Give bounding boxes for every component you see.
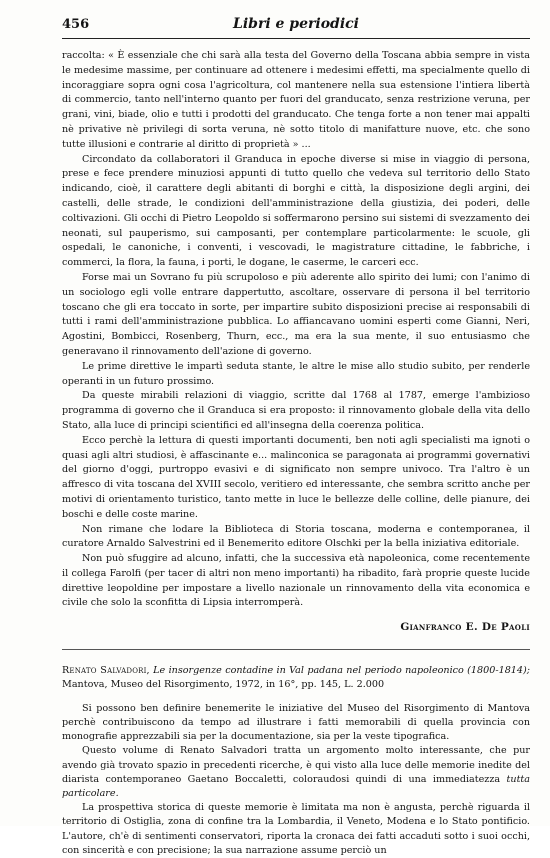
review-heading — [62, 664, 530, 692]
review-author: Renato Salvadori, — [62, 665, 150, 677]
article-paragraph: Ecco perchè la lettura di questi importanti documenti, ben noti agli specialisti ma ignoti o quasi agli altri studiosi, è affascinante e... malinconica se paragonata ai programmi governativi del giorno d'oggi, purtroppo evasivi e di significato non sempre univoco. Tra l'altro è un affresco di vita toscana del XVIII secolo, veritiero ed interessante, che sembra scritto anche per motivi di orientamento turistico, tanto mette in luce le bellezze delle colline, delle pianure, dei boschi e delle coste marine. — [62, 434, 530, 520]
section-divider — [62, 649, 530, 650]
running-title: Libri e periodici — [233, 16, 359, 32]
article-paragraph: Forse mai un Sovrano fu più scrupoloso e più aderente allo spirito dei lumi; con l'animo di un sociologo egli volle entrare dappertutto, ascoltare, osservare di persona il bel territorio toscano che gli era toccato in sorte, per impartire subito disposizioni precise ai responsabili di tutti i rami dell'amministrazione pubblica. Lo affiancavano uomini esperti come Gianni, Neri, Agostini, Bombicci, Rosenberg, Thurn, ecc., ma era la sua mente, il suo entusiasmo che generavano il rinnovamento dell'azione di governo. — [62, 271, 530, 357]
page-header — [62, 16, 530, 39]
review-paragraph: Si possono ben definire benemerite le iniziative del Museo del Risorgimento di Mantova perchè contribuiscono da tempo ad illustrare i fatti memorabili di quella provincia con monografie apprezzabili sia per la documentazione, sia per la veste tipografica. — [62, 702, 530, 743]
article-paragraph: Non può sfuggire ad alcuno, infatti, che la successiva età napoleonica, come recentemente il collega Farolfi (per tacer di altri non meno importanti) ha ribadito, farà proprie queste lucide direttive leopoldine per impostare a livello nazionale un rinnovamento della vita economica e civile che solo la sconfitta di Lipsia interromperà. — [62, 553, 530, 609]
review-paragraph-italic: tutta particolare. — [62, 773, 530, 799]
article-paragraph: raccolta: « È essenziale che chi sarà alla testa del Governo della Toscana abbia sempre in vista le medesime massime, per continuare ad ottenere i medesimi effetti, ma specialmente quello di incoraggiare sopra ogni cosa l'agricoltura, col mantenere nella sua estensione l'intiera libertà di commercio, tanto nell'interno quanto per fuori del granducato, senza restrizione veruna, per grani, vini, biade, olio e tutti i prodotti del granducato. Che tenga forte a non tener mai appalti nè privative nè privilegi di sorta veruna, nè sotto titolo di manifatture nuove, etc. che sono tutte illusioni e contrarie al diritto di proprietà » ... — [62, 50, 530, 150]
review-publication: Mantova, Museo del Risorgimento, 1972, in 16°, pp. 145, L. 2.000 — [62, 679, 385, 691]
article-paragraph: Le prime direttive le impartì seduta stante, le altre le mise allo studio subito, per renderle operanti in un futuro prossimo. — [62, 360, 530, 387]
page-body — [62, 49, 530, 858]
article-paragraph: Da queste mirabili relazioni di viaggio, scritte dal 1768 al 1787, emerge l'ambizioso programma di governo che il Granduca si era proposto: il rinnovamento globale della vita dello Stato, alla luce di principi scientifici ed all'insegna della coerenza politica. — [62, 390, 530, 431]
review-paragraph-text: Questo volume di Renato Salvadori tratta un argomento molto interessante, che pur avendo già trovato spazio in precedenti ricerche, è qui visto alla luce delle memorie inedite del diarista contemporaneo Gaetano Boccaletti, coloraudosi quindi di una immediatezza — [62, 745, 530, 785]
review-paragraph — [62, 744, 530, 801]
article-paragraph: Circondato da collaboratori il Granduca in epoche diverse si mise in viaggio di persona, prese e fece prendere minuziosi appunti di tutto quello che vedeva sul territorio dello Stato indicando, cioè, il carattere degli abitanti di borghi e città, la disposizione degli argini, dei castelli, delle strade, le condizioni dell'amministrazione della giustizia, dei poderi, delle coltivazioni. Gli occhi di Pietro Leopoldo si soffermarono persino sui sistemi di svezzamento dei neonati, sul pauperismo, sui camposanti, per contemplare particolarmente: le scuole, gli ospedali, le canoniche, i conventi, i vescovadi, le magistrature cittadine, le fabbriche, i commerci, la flora, la fauna, i porti, le dogane, le caserme, le carceri ecc. — [62, 153, 530, 269]
article-signature: Gianfranco E. De Paoli — [400, 621, 530, 634]
page-number: 456 — [62, 17, 90, 32]
review-title: Le insorgenze contadine in Val padana nel periodo napoleonico (1800-1814); — [153, 665, 530, 677]
review-paragraph: La prospettiva storica di queste memorie è limitata ma non è angusta, perchè riguarda il territorio di Ostiglia, zona di confine tra la Lombardia, il Veneto, Modena e lo Stato pontificio. L'autore, ch'è di sentimenti conservatori, riporta la cronaca dei fatti accaduti sotto i suoi occhi, con sincerità e con precisione; la sua narrazione assume perciò un — [62, 802, 530, 856]
article-paragraph: Non rimane che lodare la Biblioteca di Storia toscana, moderna e contemporanea, il curatore Arnaldo Salvestrini ed il Benemerito editore Olschki per la bella iniziativa editoriale. — [62, 523, 530, 550]
